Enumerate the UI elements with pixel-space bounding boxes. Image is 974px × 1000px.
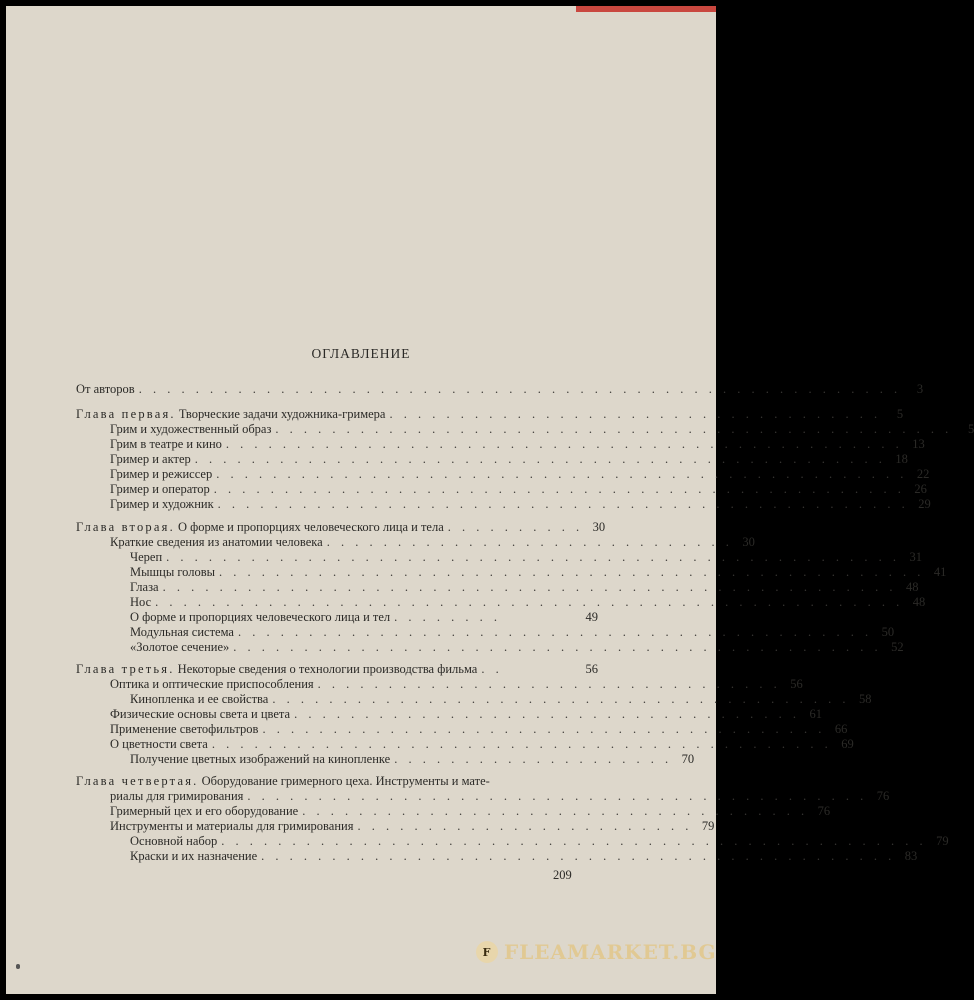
- toc-entry-label: Глаза: [130, 580, 159, 594]
- toc-entry-label: Гримерный цех и его оборудование: [110, 804, 299, 818]
- toc-entry-page: 50: [881, 625, 895, 639]
- toc-dot-leader: . . . . . . . .: [394, 610, 502, 624]
- toc-entry-page: 66: [834, 722, 848, 736]
- toc-dot-leader: . . . . . . . . . . . . . . . . . . . . . . . . . . . . . . . . .: [317, 677, 781, 691]
- toc-entry-page: 22: [916, 467, 930, 481]
- toc-dot-leader: . . . . . . . . . . . . . . . . . . . . . . . . . . . . . . . . . . . . . . . . . . . . . .: [233, 640, 882, 654]
- toc-entry-label: Грим и художественный образ: [110, 422, 272, 436]
- toc-entry: [110, 437, 925, 451]
- toc-entry-page: 26: [914, 482, 927, 496]
- toc-chapter-entry: [76, 774, 576, 788]
- toc-entry-page: 76: [876, 789, 890, 803]
- toc-chapter-label: Глава первая.: [76, 407, 176, 421]
- toc-chapter-entry: [76, 520, 606, 534]
- toc-entry-label: О цветности света: [110, 737, 208, 751]
- toc-entry: [110, 677, 803, 691]
- toc-entry-label: О форме и пропорциях человеческого лица и тела: [174, 520, 444, 534]
- watermark-text: FLEAMARKET.BG: [504, 940, 717, 964]
- toc-entry: [130, 595, 926, 609]
- toc-entry-label: Творческие задачи художника-гримера: [175, 407, 386, 421]
- toc-chapter-label: Глава вторая.: [76, 520, 175, 534]
- toc-dot-leader: . . . . . . . . . . . . . . . . . . . . . . . . . . . . . . . . . . . . . . . . . . . . . . . . .: [216, 467, 908, 481]
- toc-entry-label: «Золотое сечение»: [130, 640, 230, 654]
- toc-entry-label: Получение цветных изображений на кинопленке: [130, 752, 391, 766]
- toc-entry: [130, 692, 872, 706]
- toc-dot-leader: . . . . . . . . . . . . . . . . . . . . . . . . . . . . . . . . . . . .: [294, 707, 800, 721]
- toc-dot-leader: . . . . . . . . . . . . . . . . . . . . . . . . . . . . . . . . . . . . . . . . . . . . . . . . . . . . .: [155, 595, 904, 609]
- toc-dot-leader: . . . . . . . . . . . . . . . . . . . . . . . . . . . . . . . . . . . . . . . . . . . . . . . .: [275, 422, 953, 436]
- toc-entry: [110, 452, 908, 466]
- toc-entry-label: Оборудование гримерного цеха. Инструменты и мате-: [198, 774, 490, 788]
- toc-entry: [110, 819, 715, 833]
- toc-entry-label: Модульная система: [130, 625, 234, 639]
- toc-entry-page: 83: [904, 849, 918, 863]
- toc-entry: [130, 849, 918, 863]
- table-of-contents: [6, 6, 974, 994]
- toc-entry-page: 56: [585, 662, 598, 676]
- toc-entry-label: Инструменты и материалы для гримирования: [110, 819, 354, 833]
- toc-entry-page: 31: [909, 550, 923, 564]
- toc-entry-page: 56: [790, 677, 803, 691]
- toc-entry: [110, 467, 930, 481]
- toc-dot-leader: . . . . . . . . . . . . . . . . . . . . . . . . . . . . . . . . . . . . . . . . . . . . .: [261, 849, 896, 863]
- toc-entry-label: Гример и художник: [110, 497, 214, 511]
- toc-chapter-entry: [76, 407, 904, 421]
- toc-entry-label: Мышцы головы: [130, 565, 216, 579]
- toc-entry-label: Краткие сведения из анатомии человека: [110, 535, 323, 549]
- watermark: [476, 940, 717, 964]
- toc-entry-page: 5: [896, 407, 904, 421]
- toc-entry-page: 48: [905, 580, 919, 594]
- toc-entry: [130, 625, 895, 639]
- toc-entry: [130, 610, 598, 624]
- toc-dot-leader: . . . . . . . . . . . . . . . . . . . . . . . . . . . . . . . . . . . . . . . . . . . . . . . . .: [194, 452, 886, 466]
- toc-entry: [110, 497, 931, 511]
- toc-entry: [130, 580, 919, 594]
- toc-entry-label: риалы для гримирования: [110, 789, 244, 803]
- toc-entry-page: 79: [936, 834, 949, 848]
- toc-dot-leader: . . . . . . . . . . . . . . . . . . . . . . . . . . . . . . . . . . . . . . . . . . . . . . . . .: [213, 482, 905, 496]
- toc-entry-page: 5: [968, 422, 974, 436]
- toc-dot-leader: . . . . . . . . . . . . . . . . . . . . . . . . . . . . .: [326, 535, 733, 549]
- toc-entry-page: 41: [933, 565, 947, 579]
- toc-entry: [110, 482, 927, 496]
- page-number: 209: [553, 868, 572, 882]
- toc-dot-leader: . . . . . . . . . . . . . . . . . . . . . . . . . . . . . . . . . . . . . . . . .: [272, 692, 850, 706]
- paper-speck: [16, 964, 20, 969]
- toc-entry: [130, 640, 904, 654]
- toc-entry: [110, 789, 890, 803]
- toc-dot-leader: . . . . . . . . . . . . . . . . . . . . . . . .: [357, 819, 693, 833]
- toc-entry-label: Грим в театре и кино: [110, 437, 222, 451]
- toc-dot-leader: . . . . . . . . . . . . . . . . . . . . . . . . . . . . . . . . . . . .: [302, 804, 809, 818]
- toc-dot-leader: . . . . . . . . . . . . . . . . . . . . . . . . . . . . . . . . . . . . . . . . . . . . .: [237, 625, 873, 639]
- page-content: [6, 6, 974, 994]
- toc-entry-label: Некоторые сведения о технологии производства фильма: [174, 662, 478, 676]
- toc-entry-label: Гример и режиссер: [110, 467, 213, 481]
- toc-entry-page: 49: [585, 610, 598, 624]
- toc-entry: [110, 737, 854, 751]
- toc-title: ОГЛАВЛЕНИЕ: [311, 346, 411, 361]
- toc-entry-label: Оптика и оптические приспособления: [110, 677, 314, 691]
- toc-entry-page: 29: [918, 497, 931, 511]
- toc-entry-label: Физические основы света и цвета: [110, 707, 291, 721]
- toc-dot-leader: . . . . . . . . . . . . . . . . . . . . . . . . . . . . . . . . . . . . . . . . . . . . . . . .: [225, 437, 903, 451]
- toc-entry-page: 79: [701, 819, 715, 833]
- toc-entry-page: 30: [742, 535, 755, 549]
- toc-dot-leader: . . . . . . . . . . . . . . . . . . . . . . . . . . . . . . . . . . . . . . . .: [262, 722, 826, 736]
- toc-entry: [130, 565, 947, 579]
- toc-chapter-label: Глава четвертая.: [76, 774, 199, 788]
- toc-entry: [130, 550, 923, 564]
- toc-dot-leader: . . . . . . . . . . . . . . . . . . . . . . . . . . . . . . . . . . . . . . . . . . . . . . . . . . . . . .: [138, 382, 902, 396]
- toc-entry-label: Применение светофильтров: [110, 722, 259, 736]
- toc-entry: [110, 707, 822, 721]
- toc-entry-label: От авторов: [76, 382, 135, 396]
- toc-dot-leader: . . . . . . . . . . . . . . . . . . . . . . . . . . . . . . . . . . . . . . . . . . . .: [247, 789, 868, 803]
- toc-entry: [110, 535, 755, 549]
- toc-entry-label: Гример и актер: [110, 452, 191, 466]
- toc-dot-leader: . . . . . . . . . . . . . . . . . . . .: [394, 752, 673, 766]
- toc-entry-label: Основной набор: [130, 834, 218, 848]
- toc-entry-page: 3: [916, 382, 924, 396]
- toc-entry: [130, 752, 695, 766]
- toc-entry-page: 18: [895, 452, 908, 466]
- toc-entry: [76, 382, 924, 396]
- toc-entry-label: Кинопленка и ее свойства: [130, 692, 269, 706]
- toc-dot-leader: . . . . . . . . . . . . . . . . . . . . . . . . . . . . . . . . . . . . . . . . . . . . . . . . . . . .: [162, 580, 897, 594]
- toc-entry-page: 52: [891, 640, 904, 654]
- toc-dot-leader: . . . . . . . . . . . . . . . . . . . . . . . . . . . . . . . . . . . . . . . . . . . .: [211, 737, 832, 751]
- toc-dot-leader: . . . . . . . . . . . . . . . . . . . . . . . . . . . . . . . . . . . . . . . . . . . . . . . . .: [217, 497, 909, 511]
- fleamarket-logo-icon: F: [476, 941, 498, 963]
- toc-dot-leader: . .: [481, 662, 503, 676]
- toc-entry-page: 30: [592, 520, 606, 534]
- toc-entry-label: О форме и пропорциях человеческого лица и тел: [130, 610, 391, 624]
- toc-entry-page: 48: [912, 595, 926, 609]
- toc-entry: [110, 722, 848, 736]
- toc-entry-page: 69: [841, 737, 854, 751]
- toc-chapter-entry: [76, 662, 598, 676]
- toc-dot-leader: . . . . . . . . . . . . . . . . . . . . . . . . . . . . . . . . . . .: [389, 407, 882, 421]
- toc-entry-page: 58: [858, 692, 872, 706]
- toc-entry-label: Краски и их назначение: [130, 849, 258, 863]
- toc-dot-leader: . . . . . . . . . . . . . . . . . . . . . . . . . . . . . . . . . . . . . . . . . . . . . . . . . . . .: [166, 550, 901, 564]
- toc-entry-page: 76: [817, 804, 831, 818]
- toc-dot-leader: . . . . . . . . . . . . . . . . . . . . . . . . . . . . . . . . . . . . . . . . . . . . . . . . . .: [219, 565, 925, 579]
- toc-entry: [130, 834, 949, 848]
- book-page: [6, 6, 974, 994]
- toc-chapter-label: Глава третья.: [76, 662, 175, 676]
- toc-entry-label: Череп: [130, 550, 163, 564]
- toc-dot-leader: . . . . . . . . . . . . . . . . . . . . . . . . . . . . . . . . . . . . . . . . . . . . . . . . . .: [221, 834, 927, 848]
- toc-entry-label: Гример и оператор: [110, 482, 210, 496]
- toc-entry-page: 61: [809, 707, 822, 721]
- toc-dot-leader: . . . . . . . . . .: [447, 520, 584, 534]
- toc-entry: [110, 422, 974, 436]
- toc-entry: [110, 804, 831, 818]
- toc-entry-label: Нос: [130, 595, 152, 609]
- toc-entry-page: 70: [681, 752, 695, 766]
- toc-entry-page: 13: [912, 437, 925, 451]
